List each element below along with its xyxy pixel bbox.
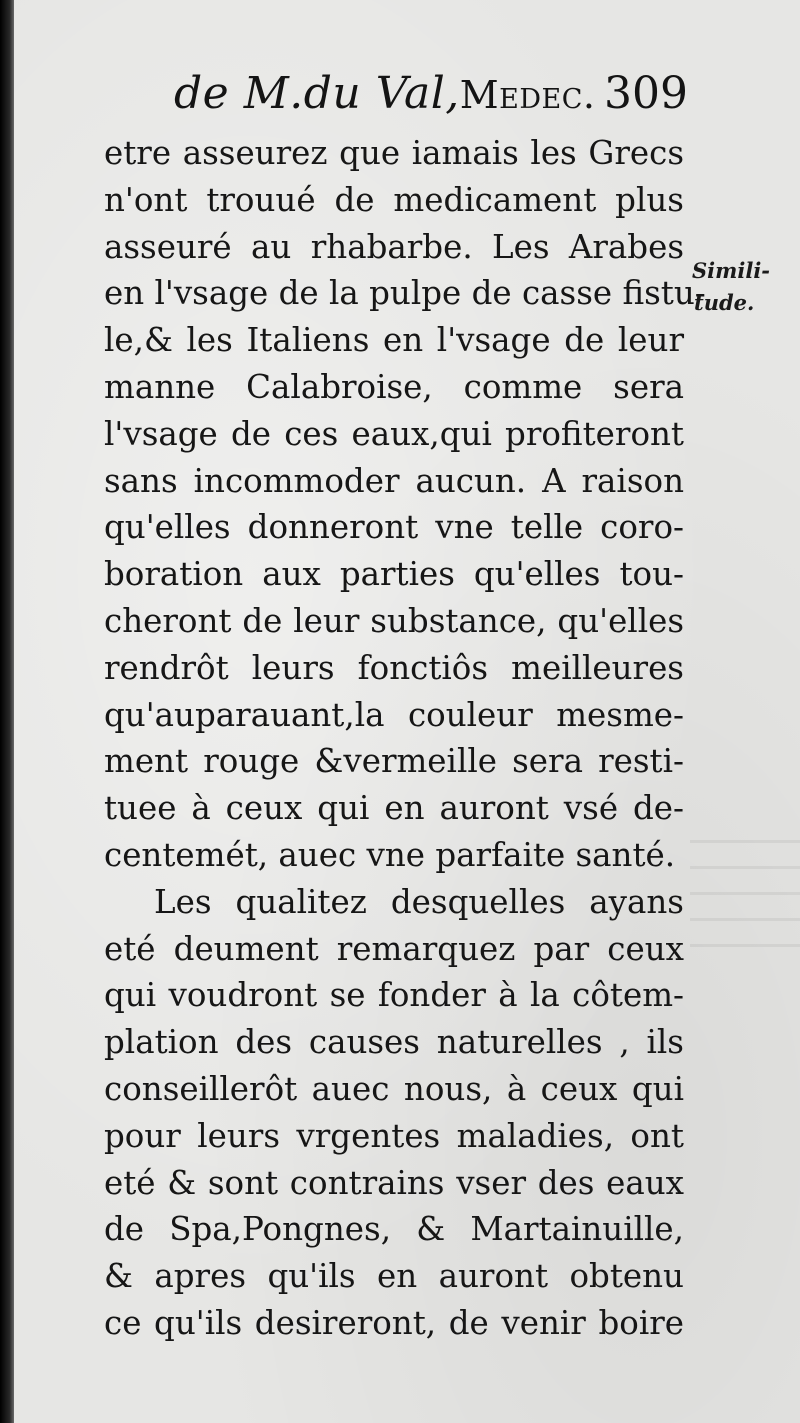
- text-line: rendrôt leurs fonctiôs meilleures: [104, 648, 684, 687]
- paragraph-start-line: Les qualitez desquelles ayans: [154, 882, 684, 921]
- book-page: [14, 0, 800, 1423]
- text-line: qu'elles donneront vne telle coro-: [104, 508, 684, 547]
- margin-note-line: Simili-: [692, 258, 771, 283]
- running-title: [174, 68, 595, 119]
- text-line: plation des causes naturelles , ils: [104, 1023, 684, 1062]
- text-line: & apres qu'ils en auront obtenu: [104, 1257, 684, 1296]
- margin-note: [692, 255, 792, 319]
- text-line: etre asseurez que iamais les Grecs: [104, 134, 684, 172]
- text-line: pour leurs vrgentes maladies, ont: [104, 1116, 684, 1155]
- text-line: conseillerôt auec nous, à ceux qui: [104, 1069, 684, 1108]
- text-line: eté & sont contrains vser des eaux: [104, 1163, 684, 1202]
- running-title-prefix: de M.du Val,: [174, 68, 460, 119]
- text-line: eté deument remarquez par ceux: [104, 929, 684, 968]
- text-line: de Spa,Pongnes, & Martainuille,: [104, 1210, 684, 1249]
- book-spine-shadow: [0, 0, 14, 1423]
- text-line: sans incommoder aucun. A raison: [104, 461, 684, 500]
- text-line: qui voudront se fonder à la côtem-: [104, 976, 684, 1015]
- text-line: cheront de leur substance, qu'elles: [104, 601, 684, 640]
- text-line: le,& les Italiens en l'vsage de leur: [104, 321, 684, 360]
- text-line: n'ont trouué de medicament plus: [104, 180, 684, 219]
- body-text: [104, 130, 706, 1347]
- show-through-texture: [690, 840, 800, 960]
- text-line: centemét, auec vne parfaite santé.: [104, 835, 676, 874]
- page-number: 309: [604, 68, 688, 119]
- text-line: ment rouge &vermeille sera resti-: [104, 742, 684, 781]
- page-header: [174, 68, 694, 128]
- text-line: boration aux parties qu'elles tou-: [104, 555, 684, 594]
- text-line: tuee à ceux qui en auront vsé de-: [104, 789, 684, 828]
- text-line: asseuré au rhabarbe. Les Arabes: [104, 227, 684, 266]
- running-title-suffix: Medec.: [459, 73, 596, 117]
- text-line: en l'vsage de la pulpe de casse fistu-: [104, 274, 706, 313]
- margin-note-line: tude.: [694, 290, 755, 315]
- text-line: qu'auparauant,la couleur mesme-: [104, 695, 684, 734]
- text-line: l'vsage de ces eaux,qui profiteront: [104, 414, 684, 453]
- text-line: ce qu'ils desireront, de venir boire: [104, 1303, 684, 1342]
- text-line: manne Calabroise, comme sera: [104, 367, 684, 406]
